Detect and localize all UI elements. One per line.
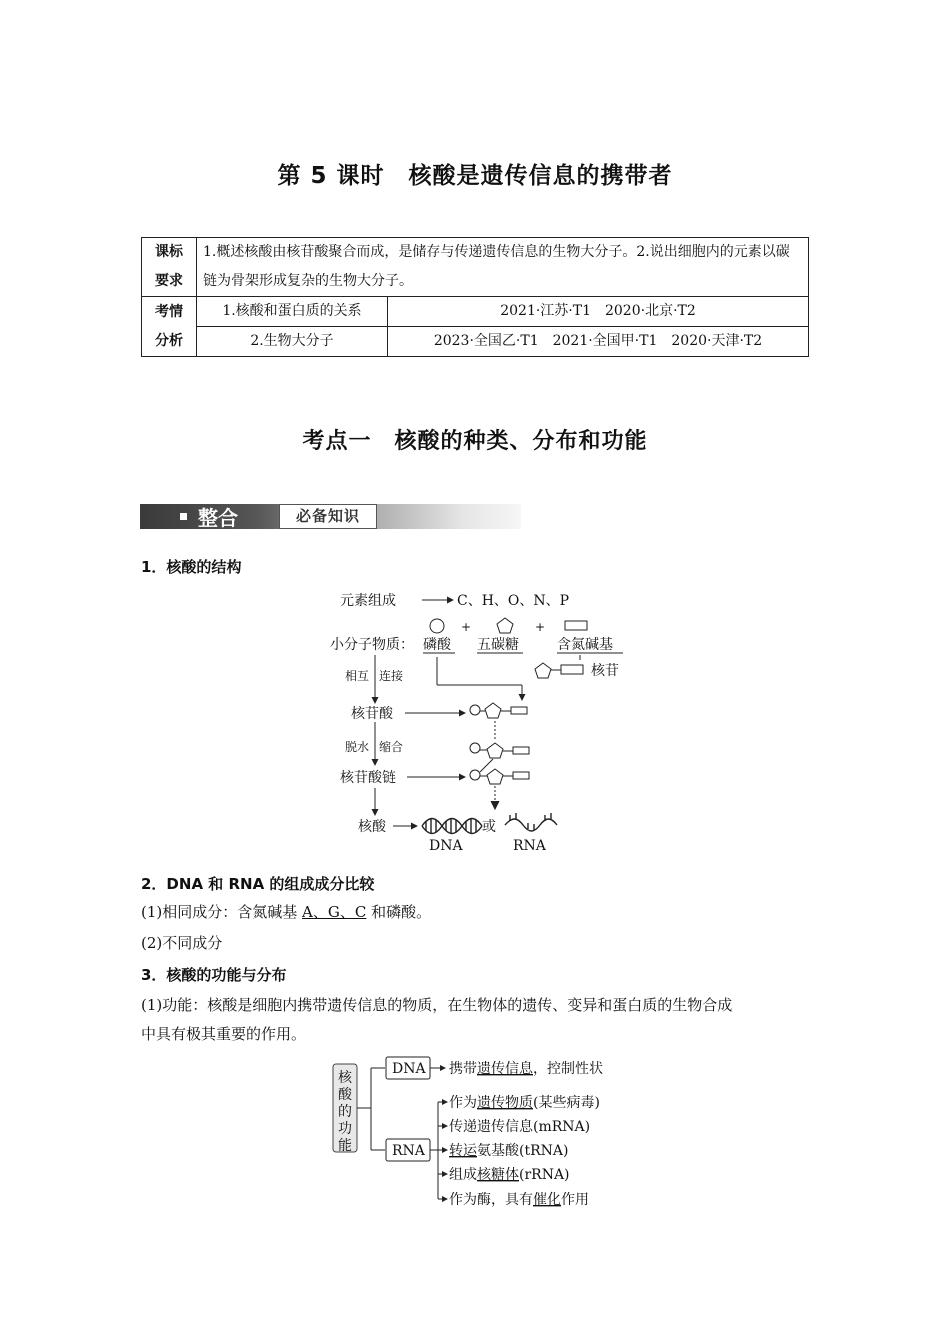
s1-title: 1．核酸的结构 [141,558,242,576]
rna-label: RNA [513,838,546,854]
nucleoside-label: 核苷 [591,663,619,679]
plus-sign-2: + [535,620,546,634]
link-label-b: 连接 [379,669,404,683]
nucleic-acid-function-diagram [325,1052,635,1212]
phosphate-label: 磷酸 [423,637,451,653]
table-cell-standard-text: 1.概述核酸由核苷酸聚合而成，是储存与传递遗传信息的生物大分子。2.说出细胞内的元素以碳链为骨架形成复杂的生物大分子。 [197,238,809,297]
dna-helix-icon [422,819,482,834]
rna-function-2: 传递遗传信息(mRNA) [449,1119,591,1135]
dna-box-label: DNA [392,1061,426,1077]
table-header-standard: 课标 要求 [142,238,197,297]
s3-title: 3．核酸的功能与分布 [141,966,287,984]
table-header-analysis: 考情 分析 [142,297,197,357]
s2-paragraph-1: (1)相同成分：含氮碱基 A、G、C 和磷酸。 [141,903,432,921]
banner-sub-label: 必备知识 [279,504,377,529]
rna-function-5: 作为酶，具有催化作用 [449,1192,589,1208]
root-char-4: 功 [338,1121,352,1137]
plus-sign-1: + [461,620,472,634]
elements-label: 元素组成 [340,593,396,609]
elements-value: C、H、O、N、P [457,593,570,609]
s2-paragraph-2: (2)不同成分 [141,934,223,952]
section-banner [140,501,521,531]
root-char-1: 核 [338,1070,352,1086]
pentose-label: 五碳糖 [477,637,519,653]
rna-function-3: 转运氨基酸(tRNA) [449,1143,569,1159]
rna-function-4: 组成核糖体(rRNA) [449,1167,570,1183]
s2-title: 2．DNA 和 RNA 的组成成分比较 [141,875,375,893]
s3-paragraph-1-line2: 中具有极其重要的作用。 [141,1025,307,1043]
banner-main-label: 整合 [198,506,238,530]
rna-function-1: 作为遗传物质(某些病毒) [449,1095,600,1111]
section-title: 考点一 核酸的种类、分布和功能 [302,429,648,454]
s3-paragraph-1-line1: (1)功能：核酸是细胞内携带遗传信息的物质，在生物体的遗传、变异和蛋白质的生物合成 [141,996,733,1014]
table-cell-exam2: 2023·全国乙·T1 2021·全国甲·T1 2020·天津·T2 [388,327,809,357]
table-cell-topic1: 1.核酸和蛋白质的关系 [197,297,388,327]
link-label-a: 相互 [345,669,370,683]
dna-label: DNA [429,838,463,854]
small-molecule-label: 小分子物质： [330,637,414,653]
condense-label-b: 缩合 [379,740,404,754]
rna-strand-icon [505,813,557,831]
dna-function: 携带遗传信息，控制性状 [449,1061,603,1077]
square-bullet-icon [180,513,187,520]
nucleotide-label: 核苷酸 [351,706,393,722]
rna-box-label: RNA [392,1143,425,1159]
requirements-table [141,237,809,357]
table-cell-topic2: 2.生物大分子 [197,327,388,357]
page-title: 第 5 课时 核酸是遗传信息的携带者 [277,163,673,189]
root-char-5: 能 [338,1138,352,1154]
nucleic-acid-label: 核酸 [358,819,386,835]
chain-label: 核苷酸链 [340,770,396,786]
condense-label-a: 脱水 [345,740,370,754]
root-char-2: 酸 [338,1087,352,1103]
or-label: 或 [482,819,496,835]
table-cell-exam1: 2021·江苏·T1 2020·北京·T2 [388,297,809,327]
base-label: 含氮碱基 [557,637,613,653]
nucleic-acid-structure-diagram [325,585,645,860]
root-char-3: 的 [338,1104,352,1120]
